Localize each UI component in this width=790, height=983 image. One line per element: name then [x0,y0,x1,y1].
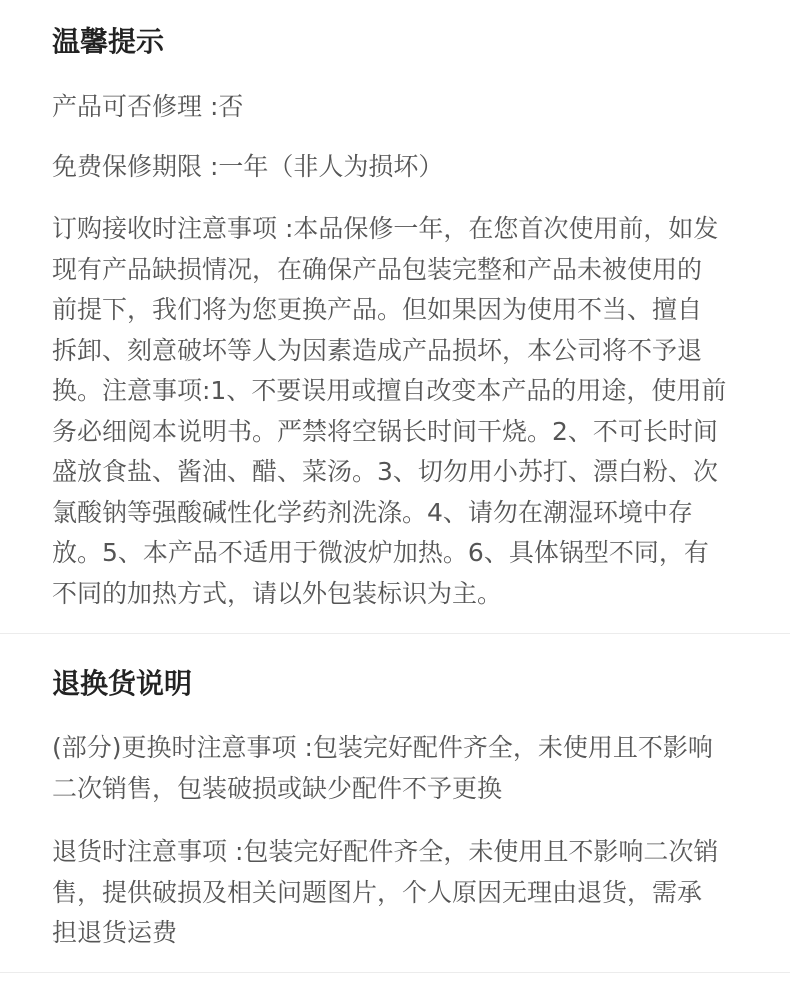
text-line: 现有产品缺损情况，在确保产品包装完整和产品未被使用的 [52,254,703,284]
text-line: 二次销售，包装破损或缺少配件不予更换 [52,773,503,803]
text-line: 不同的加热方式，请以外包装标识为主。 [52,578,503,608]
text-line: 免费保修期限 :一年（非人为损坏） [52,152,444,181]
text-line: 退货时注意事项 :包装完好配件齐全，未使用且不影响二次销 [52,837,719,866]
text-line: 盛放食盐、酱油、醋、菜汤。3、切勿用小苏打、漂白粉、次 [52,457,718,486]
receipt-notice-paragraph [52,209,726,614]
section-title-tips: 温馨提示 [52,25,165,58]
text-line: 务必细阅本说明书。严禁将空锅长时间干烧。2、不可长时间 [52,416,718,446]
text-line: 产品可否修理 :否 [52,92,244,121]
warranty-period-info [52,147,443,188]
text-line: 换。注意事项:1、不要误用或擅自改变本产品的用途，使用前 [52,376,727,405]
section-title-returns: 退换货说明 [52,667,193,700]
text-line: 担退货运费 [52,918,178,947]
exchange-notice-paragraph [52,728,713,809]
text-line: 放。5、本产品不适用于微波炉加热。6、具体锅型不同，有 [52,538,709,567]
text-line: 售，提供破损及相关问题图片，个人原因无理由退货，需承 [52,877,703,907]
section-divider [0,633,790,634]
text-line: 订购接收时注意事项 :本品保修一年，在您首次使用前，如发 [52,214,719,243]
return-notice-paragraph [52,832,718,954]
text-line: 拆卸、刻意破坏等人为因素造成产品损坏，本公司将不予退 [52,335,703,365]
section-divider [0,972,790,973]
text-line: (部分)更换时注意事项 :包装完好配件齐全，未使用且不影响 [52,733,713,762]
text-line: 前提下，我们将为您更换产品。但如果因为使用不当、擅自 [52,295,703,324]
text-line: 氯酸钠等强酸碱性化学药剂洗涤。4、请勿在潮湿环境中存 [52,497,693,527]
repairable-info [52,87,243,128]
